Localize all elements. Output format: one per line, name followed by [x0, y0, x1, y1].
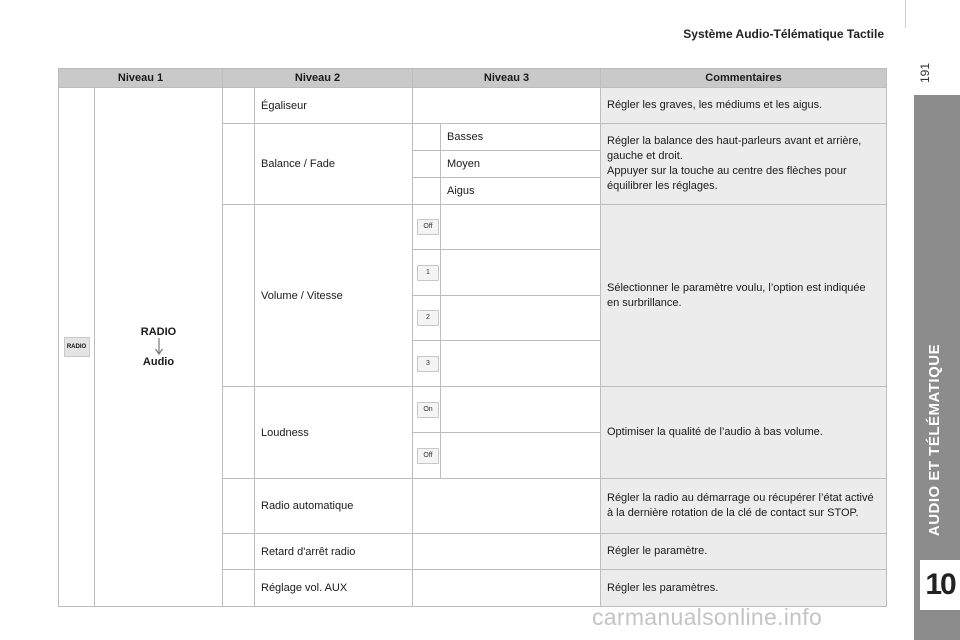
- comment-aux: Régler les paramètres.: [601, 570, 887, 607]
- spacer-cell: [223, 479, 255, 534]
- level3-moyen: Moyen: [441, 151, 601, 178]
- option-egaliseur: Égaliseur: [255, 88, 413, 124]
- chapter-label: AUDIO ET TÉLÉMATIQUE: [926, 343, 943, 537]
- level-2-button-icon: 2: [417, 310, 439, 326]
- option-aux: Réglage vol. AUX: [255, 570, 413, 607]
- level3-empty: [413, 88, 601, 124]
- header-divider: [905, 0, 906, 28]
- page-number: 191: [918, 62, 932, 84]
- level3-icon-cell: [413, 178, 441, 205]
- level3-text-cell: [441, 296, 601, 341]
- header-niveau-3: Niveau 3: [413, 69, 601, 88]
- spacer-cell: [223, 88, 255, 124]
- chapter-number: 10: [920, 560, 960, 610]
- level3-aigus: Aigus: [441, 178, 601, 205]
- level3-text-cell: [441, 387, 601, 433]
- menu-table: [58, 68, 887, 607]
- level3-icon-cell: [413, 387, 441, 433]
- header-niveau-1: Niveau 1: [59, 69, 223, 88]
- level3-basses: Basses: [441, 124, 601, 151]
- option-balance: Balance / Fade: [255, 124, 413, 205]
- level3-icon-cell: [413, 433, 441, 479]
- level3-text-cell: [441, 341, 601, 387]
- off-button-icon: Off: [417, 219, 439, 235]
- table-row: [59, 88, 887, 124]
- level3-empty: [413, 534, 601, 570]
- page-header-title: Système Audio-Télématique Tactile: [683, 27, 884, 41]
- level3-icon-cell: [413, 124, 441, 151]
- spacer-cell: [223, 387, 255, 479]
- comment-radio-auto: Régler la radio au démarrage ou récupérer l’état activé à la dernière rotation de la clé de contact sur STOP.: [601, 479, 887, 534]
- option-volume: Volume / Vitesse: [255, 205, 413, 387]
- header-niveau-2: Niveau 2: [223, 69, 413, 88]
- comment-egaliseur: Régler les graves, les médiums et les aigus.: [601, 88, 887, 124]
- option-radio-auto: Radio automatique: [255, 479, 413, 534]
- level3-icon-cell: [413, 151, 441, 178]
- level3-icon-cell: [413, 341, 441, 387]
- comment-retard: Régler le paramètre.: [601, 534, 887, 570]
- level1-cell: [59, 88, 95, 607]
- radio-icon: RADIO: [64, 337, 90, 357]
- level3-text-cell: [441, 205, 601, 250]
- table-header-row: [59, 69, 887, 88]
- level3-text-cell: [441, 433, 601, 479]
- level3-empty: [413, 570, 601, 607]
- level2-target-label: Audio: [142, 356, 175, 368]
- comment-loudness: Optimiser la qualité de l’audio à bas volume.: [601, 387, 887, 479]
- comment-balance: Régler la balance des haut-parleurs avant et arrière, gauche et droit. Appuyer sur la touche au centre des flèches pour équilibrer les réglages.: [601, 124, 887, 205]
- level-3-button-icon: 3: [417, 356, 439, 372]
- level3-empty: [413, 479, 601, 534]
- level3-text-cell: [441, 250, 601, 296]
- off-button-icon: Off: [417, 448, 439, 464]
- on-button-icon: On: [417, 402, 439, 418]
- level3-icon-cell: [413, 205, 441, 250]
- spacer-cell: [223, 534, 255, 570]
- spacer-cell: [223, 205, 255, 387]
- arrow-down-icon: [154, 338, 164, 356]
- level-1-button-icon: 1: [417, 265, 439, 281]
- level1-path: [95, 88, 223, 607]
- spacer-cell: [223, 570, 255, 607]
- spacer-cell: [223, 124, 255, 205]
- comment-volume: Sélectionner le paramètre voulu, l’option est indiquée en surbrillance.: [601, 205, 887, 387]
- level3-icon-cell: [413, 250, 441, 296]
- option-retard: Retard d'arrêt radio: [255, 534, 413, 570]
- option-loudness: Loudness: [255, 387, 413, 479]
- header-commentaires: Commentaires: [601, 69, 887, 88]
- level2-source-label: RADIO: [140, 326, 177, 338]
- level3-icon-cell: [413, 296, 441, 341]
- watermark: carmanualsonline.info: [592, 604, 823, 630]
